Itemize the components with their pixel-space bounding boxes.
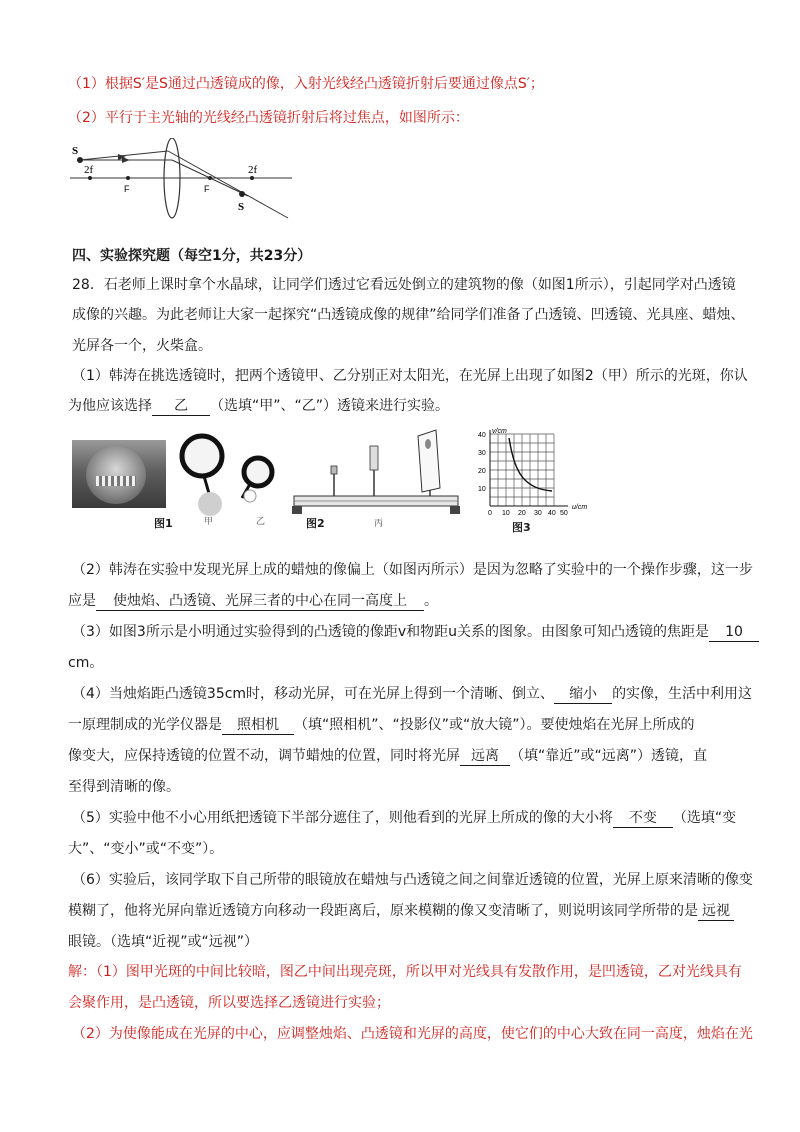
q28-part3-line: （3）如图3所示是小明通过实验得到的凸透镜的像距v和物距u关系的图象。由图象可知凸透镜的焦距是 10 — [72, 622, 759, 642]
lens-yi — [244, 458, 272, 486]
graph-grid — [490, 434, 554, 506]
crystal-ball — [86, 446, 146, 504]
lens-jia — [182, 436, 222, 476]
x-tick: 40 — [548, 510, 556, 517]
x-tick: 10 — [502, 510, 510, 517]
q28-part2-line: 应是 使烛焰、凸透镜、光屏三者的中心在同一高度上 。 — [68, 593, 438, 609]
figure2-caption: 图2 — [306, 517, 325, 530]
ray-diagram — [66, 138, 296, 228]
arrow-2 — [122, 157, 130, 163]
candle — [331, 466, 337, 474]
q28-part4-line: （4）当烛焰距凸透镜35cm时，移动光屏，可在光屏上得到一个清晰、倒立、 缩小 的实像，生活中利用这 — [72, 686, 753, 702]
q28-part6-line: 模糊了，他将光屏向靠近透镜方向移动一段距离后，原来模糊的像又变清晰了，则说明该同学所带的是 远视 — [68, 901, 734, 921]
y-tick: 20 — [478, 468, 486, 475]
q28-part4-line: 一原理制成的光学仪器是 照相机 （填“照相机”、“投影仪”或“放大镜”）。要使烛焰在光屏上所成的 — [68, 717, 695, 733]
q28-part5-line: 大”、“变小”或“不变”）。 — [68, 841, 224, 857]
q28-part4-line: 像变大，应保持透镜的位置不动，调节蜡烛的位置，同时将光屏 远离 （填“靠近”或“远离”）透镜，直 — [68, 748, 708, 764]
q28-part1-line: 为他应该选择 乙 （选填“甲”、“乙”）透镜来进行实验。 — [68, 398, 450, 414]
answer-blank: 乙 — [152, 397, 210, 416]
q28-part3-line: cm。 — [68, 655, 104, 671]
v-u-curve — [509, 438, 552, 491]
q28-part1-line: （1）韩涛在挑选透镜时，把两个透镜甲、乙分别正对太阳光，在光屏上出现了如图2（甲）所示的光斑，你认 — [72, 368, 748, 384]
section-title: 四、实验探究题（每空1分，共23分） — [72, 248, 312, 264]
label-2f-right: 2f — [248, 164, 258, 176]
answer-text: （2）平行于主光轴的光线经凸透镜折射后将过焦点，如图所示： — [68, 110, 469, 126]
figure3-graph — [476, 426, 596, 522]
answer-blank: 远离 — [460, 747, 510, 766]
q28-part4-line: 至得到清晰的像。 — [68, 779, 180, 795]
x-axis-label: u/cm — [572, 504, 588, 511]
solution-line: 解：（1）图甲光斑的中间比较暗，图乙中间出现亮斑，所以甲对光线具有发散作用，是凹透镜，乙对光线具有 — [68, 964, 742, 980]
answer-blank: 使烛焰、凸透镜、光屏三者的中心在同一高度上 — [96, 592, 424, 611]
x-tick: 0 — [488, 510, 492, 517]
q28-intro-line: 光屏各一个，火柴盒。 — [72, 338, 212, 354]
inverted-building — [96, 476, 136, 486]
q28-part5-line: （5）实验中他不小心用纸把透镜下半部分遮住了，则他看到的光屏上所成的像的大小将 不变 （选填“变 — [72, 810, 737, 826]
answer-text: （1）根据S′是S通过凸透镜成的像，入射光线经凸透镜折射后要通过像点S′； — [68, 76, 544, 92]
figure3-caption: 图3 — [512, 521, 531, 534]
y-tick: 40 — [478, 432, 486, 439]
x-tick: 20 — [518, 510, 526, 517]
label-s-prime: S — [238, 201, 245, 213]
x-tick: 30 — [534, 510, 542, 517]
answer-line-2 — [68, 108, 469, 128]
q28-intro-line: 28．石老师上课时拿个水晶球，让同学们透过它看远处倒立的建筑物的像（如图1所示），引起同学对凸透镜 — [72, 277, 736, 293]
caption-bing: 丙 — [374, 519, 384, 529]
answer-blank: 不变 — [613, 809, 673, 828]
label-s: S — [72, 145, 79, 157]
optical-bench — [290, 426, 462, 524]
figure1-caption: 图1 — [154, 517, 173, 530]
solution-line: （2）为使像能成在光屏的中心，应调整烛焰、凸透镜和光屏的高度，使它们的中心大致在同一高度，烛焰在光 — [72, 1026, 753, 1042]
caption-jia: 甲 — [204, 517, 214, 527]
source-point — [77, 157, 83, 163]
bench-lens — [370, 446, 378, 470]
refracted-ray-1 — [168, 151, 288, 218]
image-point — [239, 191, 245, 197]
answer-blank: 远视 — [698, 902, 734, 921]
q28-part2-line: （2）韩涛在实验中发现光屏上成的蜡烛的像偏上（如图丙所示）是因为忽略了实验中的一个操作步骤，这一步 — [72, 562, 753, 578]
answer-line-1 — [68, 74, 544, 94]
q28-intro-line: 成像的兴趣。为此老师让大家一起探究“凸透镜成像的规律”给同学们准备了凸透镜、凹透镜、光具座、蜡烛、 — [72, 307, 745, 323]
answer-blank: 照相机 — [222, 716, 294, 735]
y-tick: 30 — [478, 450, 486, 457]
q28-part6-line: （6）实验后，该同学取下自己所带的眼镜放在蜡烛与凸透镜之间之间靠近透镜的位置，光屏上原来清晰的像变 — [72, 872, 753, 888]
solution-line: 会聚作用，是凸透镜，所以要选择乙透镜进行实验； — [68, 995, 390, 1011]
y-tick: 10 — [478, 486, 486, 493]
label-2f-left: 2f — [84, 164, 94, 176]
label-f-left: F — [124, 184, 130, 194]
caption-yi: 乙 — [256, 517, 266, 527]
x-tick: 50 — [560, 510, 568, 517]
label-f-right: F — [204, 184, 210, 194]
answer-blank: 缩小 — [554, 685, 612, 704]
answer-blank: 10 — [709, 623, 759, 642]
figure2-lenses — [176, 432, 284, 524]
y-axis-label: v/cm — [492, 428, 507, 435]
figure1-photo — [72, 440, 166, 508]
q28-part6-line: 眼镜。（选填“近视”或“远视”） — [68, 934, 259, 950]
